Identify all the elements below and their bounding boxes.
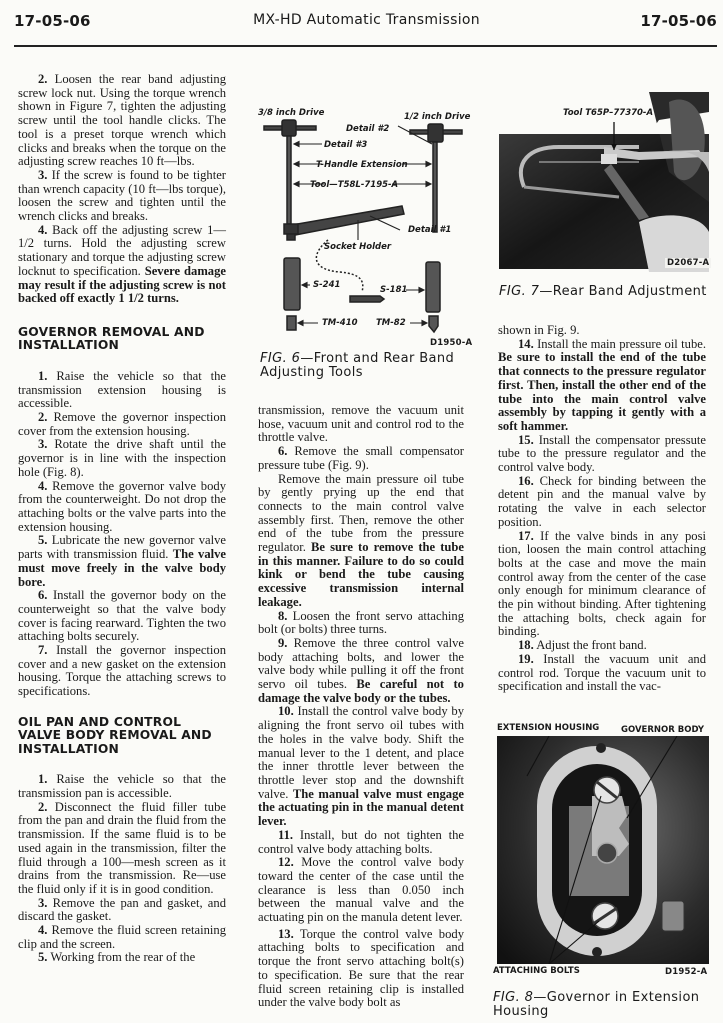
- left-extension-shaft: [287, 136, 291, 224]
- paragraph-governor-2: 2. Remove the governor inspection cover from the extension housing.: [18, 410, 226, 438]
- label-tool-t65p: Tool T65P–77370-A: [563, 108, 654, 118]
- paragraph-step-16: 16. Check for binding between the detent pin and the manual valve by rotating the valve in each selector position.: [498, 473, 706, 529]
- paragraph-step-5-cont: transmission, remove the vacuum unit hose, vacuum unit and control rod to the throttle valve.: [258, 403, 464, 445]
- governor-photo: [497, 736, 709, 964]
- rear-band-photo: [499, 92, 709, 272]
- paragraph-step-13-cont: shown in Fig. 9.: [498, 323, 580, 337]
- label-extension-housing: EXTENSION HOUSING: [497, 723, 600, 733]
- column-1: [18, 73, 226, 965]
- label-tm82: TM-82: [376, 318, 406, 328]
- label-attaching-bolts: ATTACHING BOLTS: [493, 966, 580, 976]
- paragraph-step-18: 18. Adjust the front band.: [518, 638, 647, 653]
- part-tm410: [287, 316, 296, 330]
- label-detail-1: Detail #1: [408, 225, 452, 235]
- label-3-8-inch-drive: 3/8 inch Drive: [258, 108, 325, 118]
- figure-code: D1950-A: [430, 338, 473, 348]
- paragraph-step-10: 10. Install the control valve body by aligning the front servo oil tubes with the holes in the valve body. Shift the manual lever to the 1 detent, and place the inner throttle lever between the throttle lever stop and the downshift valve. The manual valve must engage the actuating pin in the manual detent lever.: [258, 704, 464, 829]
- paragraph-step-8: 8. Loosen the front servo attaching bolt (or bolts) three turns.: [258, 608, 464, 637]
- page-number-left: 17-05-06: [14, 12, 91, 30]
- figure-6: [250, 100, 485, 385]
- label-socket-holder: Socket Holder: [324, 242, 392, 252]
- paragraph-step-13: 13. Torque the control valve body attaching bolts to specification and torque the front servo attaching bolt(s) to specification. Be sure that the rear fluid screen retaining clip is installed under the valve body bolt as: [258, 926, 464, 1010]
- figure-code: D1952-A: [665, 967, 708, 977]
- column-3: [498, 324, 706, 694]
- right-drive-head: [428, 124, 443, 142]
- figure-8: [493, 720, 715, 1020]
- figure-7-caption: FIG. 7—Rear Band Adjustment: [499, 284, 707, 299]
- tools-illustration: [250, 100, 485, 340]
- socket-s241: [284, 258, 300, 310]
- label-governor-body: GOVERNOR BODY: [621, 725, 705, 735]
- paragraph-step-12: 12. Move the control valve body toward the center of the case until the clearance is less than 0.050 inch between the manual valve and the actuating pin on the manula detent lever.: [258, 855, 464, 925]
- paragraph-step-9: 9. Remove the three control valve body attaching bolts, and lower the valve body while pulling it off the front servo oil tubes. Be careful not to damage the valve body or the tubes.: [258, 635, 464, 705]
- column-2: [258, 404, 464, 1010]
- label-t-handle-extension: T-Handle Extension: [316, 160, 408, 170]
- paragraph-governor-7: 7. Install the governor inspection cover and a new gasket on the extension housing. Torque the attaching screws to specifications.: [18, 643, 226, 699]
- running-title: MX-HD Automatic Transmission: [253, 12, 480, 28]
- paragraph-oilpan-3: 3. Remove the pan and gasket, and discard the gasket.: [18, 895, 226, 924]
- wrench-head: [284, 224, 298, 234]
- paragraph-step-4: 4. Back off the adjusting screw 1—1/2 turns. Hold the adjusting screw stationary and torque the adjusting screw locknut to specification. Severe damage may result if the adjusting screw is not backed off exactly 1 1/2 turns.: [18, 222, 226, 306]
- paragraph-oilpan-4: 4. Remove the fluid screen retaining clip and the screen.: [18, 923, 226, 951]
- right-extension-shaft: [433, 142, 437, 232]
- paragraph-step-7: Remove the main pressure oil tube by gently prying up the end that connects to the main control valve assembly first. Then, remove the other end of the tube from the pressure regulator. Be sure to remove the tube in this manner. Failure to do so could kink or bend the tube causing excessive transmission internal leakage.: [258, 471, 464, 609]
- paragraph-governor-5: 5. Lubricate the new governor valve parts with transmission fluid. The valve must move freely in the valve body bore.: [18, 533, 226, 589]
- socket-s181: [426, 262, 440, 312]
- paragraph-step-17: 17. If the valve binds in any posi tion, loosen the main control attaching bolts at the case and move the main control away from the center of the case only enough for minimum clearance of the pin without binding. After tightening the attaching bolts, check again for binding.: [498, 528, 706, 639]
- label-s241: S-241: [313, 280, 341, 290]
- section-heading-governor: GOVERNOR REMOVAL AND INSTALLATION: [18, 324, 205, 353]
- figure-7: [497, 92, 712, 307]
- label-tool-number: Tool—T58L-7195-A: [310, 180, 399, 190]
- paragraph-oilpan-1: 1. Raise the vehicle so that the transmission pan is accessible.: [18, 772, 226, 801]
- paragraph-step-15: 15. Install the compensator pressute tube to the pressure regulator and the control valve body.: [498, 432, 706, 475]
- paragraph-step-14: 14. Install the main pressure oil tube. Be sure to install the end of the tube that connects to the pressure regulator first. Then, install the other end of the tube into the main control valve assembly by tapping it gently with a soft hammer.: [498, 336, 706, 433]
- label-detail-3: Detail #3: [324, 140, 368, 150]
- paragraph-governor-6: 6. Install the governor body on the counterweight so that the valve body cover is facing rearward. Tighten the two attaching bolts securely.: [18, 588, 226, 644]
- paragraph-step-6: 6. Remove the small compensator pressure tube (Fig. 9).: [258, 444, 464, 472]
- paragraph-step-19: 19. Install the vacuum unit and control rod. Torque the vacuum unit to specification and install the vac-: [498, 651, 706, 694]
- label-detail-2: Detail #2: [346, 124, 390, 134]
- label-tm410: TM-410: [322, 318, 358, 328]
- socket-bit: [350, 296, 384, 302]
- paragraph-governor-3: 3. Rotate the drive shaft until the governor is in line with the inspection hole (Fig. 8).: [18, 437, 226, 479]
- paragraph-step-11: 11. Install, but do not tighten the control valve body attaching bolts.: [258, 827, 464, 856]
- paragraph-oilpan-2: 2. Disconnect the fluid filler tube from the pan and drain the fluid from the transmission. If the same fluid is to be used again in the transmission, filter the fluid through a 100—mesh screen as it drains from the transmission. Re—use the fluid only if it is in good condition.: [18, 799, 226, 896]
- socket-holder-bar: [286, 206, 404, 236]
- paragraph-governor-1: 1. Raise the vehicle so that the transmission extension housing is accessible.: [18, 368, 226, 411]
- label-s181: S-181: [380, 285, 408, 295]
- figure-6-caption: FIG. 6—Front and Rear Band Adjusting Tools: [260, 351, 455, 380]
- left-drive-head: [282, 120, 296, 136]
- part-tm82: [429, 316, 438, 332]
- header-rule: [14, 45, 717, 47]
- page-number-right: 17-05-06: [640, 12, 717, 30]
- figure-8-caption: FIG. 8—Governor in Extension Housing: [493, 990, 700, 1019]
- figure-code: D2067-A: [667, 258, 710, 268]
- paragraph-step-2: 2. Loosen the rear band adjusting screw lock nut. Using the torque wrench shown in Figure 7, tighten the adjusting screw until the tool handle clicks. The tool is a preset torque wrench which clicks and breaks when the torque on the adjusting screw reaches 10 ft—lbs.: [18, 72, 226, 169]
- paragraph-step-3: 3. If the screw is found to be tighter than wrench capacity (10 ft—lbs torque), loosen the screw and tighten until the wrench clicks and breaks.: [18, 167, 226, 224]
- paragraph-governor-4: 4. Remove the governor valve body from the counterweight. Do not drop the attaching bolts or the valve parts into the extension housing.: [18, 478, 226, 534]
- warning-text: Severe damage may result if the adjusting screw is not backed off exactly 1 1/2 turns.: [18, 263, 226, 306]
- section-heading-oil-pan: OIL PAN AND CONTROL VALVE BODY REMOVAL AND INSTALLATION: [18, 714, 212, 756]
- page-header: [14, 12, 719, 42]
- label-1-2-inch-drive: 1/2 inch Drive: [404, 112, 471, 122]
- paragraph-oilpan-5: 5. Working from the rear of the: [38, 950, 196, 965]
